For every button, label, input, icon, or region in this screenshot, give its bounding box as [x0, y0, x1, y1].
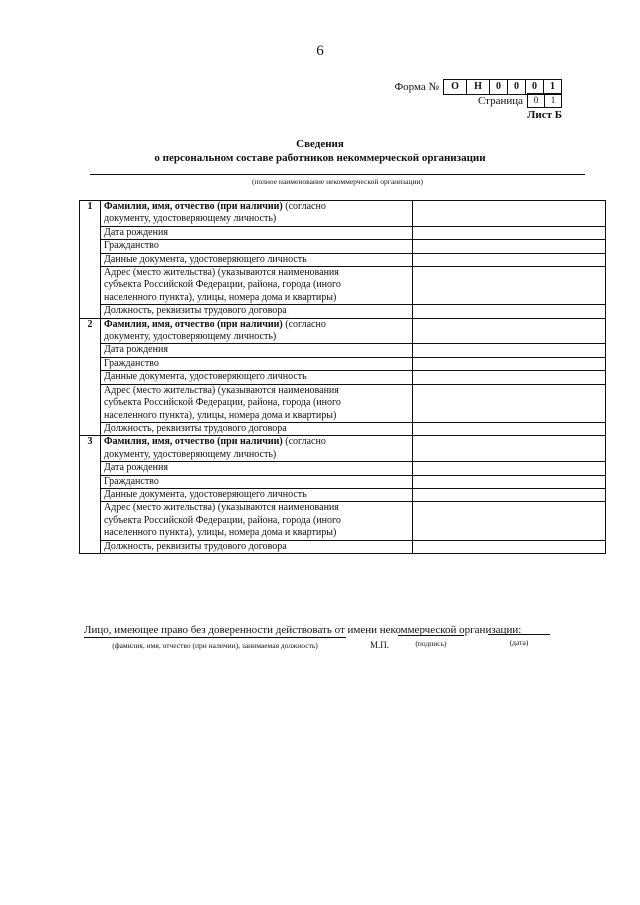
- name-label-rest: (согласно: [285, 318, 326, 330]
- birth-date-label: Дата рождения: [101, 344, 413, 357]
- address-label: [101, 384, 413, 422]
- address-line-1: Адрес (место жительства) (указываются наименования: [104, 502, 339, 514]
- table-row: [80, 540, 606, 553]
- form-code-cell: 0: [526, 79, 544, 95]
- form-label: Форма №: [394, 81, 439, 93]
- position-value[interactable]: [413, 540, 606, 553]
- document-title: [0, 137, 640, 165]
- table-row: [80, 267, 606, 305]
- id-document-label: Данные документа, удостоверяющего личность: [101, 253, 413, 266]
- citizenship-label: Гражданство: [101, 240, 413, 253]
- address-value[interactable]: [413, 502, 606, 540]
- table-row: [80, 502, 606, 540]
- name-label-rest: (согласно: [285, 201, 326, 212]
- position-value[interactable]: [413, 305, 606, 318]
- person-number: 3: [80, 436, 101, 554]
- form-code-cell: О: [444, 79, 467, 95]
- citizenship-value[interactable]: [413, 475, 606, 488]
- position-value[interactable]: [413, 422, 606, 435]
- title-line-1: Сведения: [296, 138, 344, 150]
- position-label: Должность, реквизиты трудового договора: [101, 540, 413, 553]
- name-value[interactable]: [413, 318, 606, 344]
- birth-date-value[interactable]: [413, 344, 606, 357]
- name-label-bold: Фамилия, имя, отчество (при наличии): [104, 318, 283, 330]
- table-row: [80, 422, 606, 435]
- address-value[interactable]: [413, 384, 606, 422]
- person-number: 1: [80, 201, 101, 319]
- address-line-1: Адрес (место жительства) (указываются наименования: [104, 384, 339, 396]
- form-code-cell: 0: [508, 79, 526, 95]
- org-name-caption: (полное наименование некоммерческой организации): [251, 177, 424, 186]
- table-row: [80, 384, 606, 422]
- table-row: [80, 475, 606, 488]
- form-code-cell: Н: [467, 79, 490, 95]
- address-value[interactable]: [413, 267, 606, 305]
- name-label-line2: документу, удостоверяющему личность): [104, 331, 277, 343]
- citizenship-label: Гражданство: [101, 357, 413, 370]
- table-row: [80, 436, 606, 462]
- citizenship-value[interactable]: [413, 240, 606, 253]
- form-code-cell: 1: [544, 79, 562, 95]
- address-line-3: населенного пункта), улицы, номера дома и квартиры): [104, 291, 337, 303]
- name-label-rest: (согласно: [285, 436, 326, 448]
- persons-table: [79, 200, 606, 554]
- page-digits: [527, 93, 562, 108]
- table-row: [80, 226, 606, 239]
- table-row: [80, 253, 606, 266]
- date-caption: (дата): [509, 638, 529, 647]
- signer-name-caption: (фамилия, имя, отчество (при наличии), занимаемая должность): [112, 641, 318, 650]
- table-row: [80, 371, 606, 384]
- citizenship-label: Гражданство: [101, 475, 413, 488]
- id-document-value[interactable]: [413, 371, 606, 384]
- name-label-bold: Фамилия, имя, отчество (при наличии): [104, 201, 283, 212]
- name-label-bold: Фамилия, имя, отчество (при наличии): [104, 436, 283, 448]
- birth-date-label: Дата рождения: [101, 226, 413, 239]
- address-line-1: Адрес (место жительства) (указываются наименования: [104, 267, 339, 279]
- signature-caption: (подпись): [415, 639, 447, 648]
- name-value[interactable]: [413, 201, 606, 227]
- position-label: Должность, реквизиты трудового договора: [101, 305, 413, 318]
- address-line-2: субъекта Российской Федерации, района, города (иного: [104, 397, 341, 409]
- table-row: [80, 305, 606, 318]
- name-label: [101, 436, 413, 462]
- name-label-line2: документу, удостоверяющему личность): [104, 448, 277, 460]
- table-row: [80, 344, 606, 357]
- signer-name-line[interactable]: [84, 637, 346, 638]
- signature-line[interactable]: [398, 635, 464, 636]
- table-row: [80, 462, 606, 475]
- position-label: Должность, реквизиты трудового договора: [101, 422, 413, 435]
- address-line-2: субъекта Российской Федерации, района, города (иного: [104, 279, 341, 291]
- page-digit-cell: 1: [545, 93, 562, 108]
- table-row: [80, 240, 606, 253]
- name-value[interactable]: [413, 436, 606, 462]
- id-document-label: Данные документа, удостоверяющего личность: [101, 488, 413, 501]
- name-label: [101, 318, 413, 344]
- form-code-cell: 0: [490, 79, 508, 95]
- address-label: [101, 267, 413, 305]
- birth-date-value[interactable]: [413, 462, 606, 475]
- table-row: [80, 201, 606, 227]
- page-number: 6: [316, 43, 324, 59]
- id-document-label: Данные документа, удостоверяющего личность: [101, 371, 413, 384]
- title-line-2: о персональном составе работников некоммерческой организации: [154, 152, 486, 164]
- birth-date-value[interactable]: [413, 226, 606, 239]
- page-digit-cell: 0: [528, 93, 545, 108]
- signer-statement: Лицо, имеющее право без доверенности действовать от имени некоммерческой организации:: [84, 624, 522, 636]
- sheet-label: Лист Б: [527, 109, 562, 121]
- address-line-3: населенного пункта), улицы, номера дома и квартиры): [104, 409, 337, 421]
- address-line-3: населенного пункта), улицы, номера дома и квартиры): [104, 527, 337, 539]
- name-label: [101, 201, 413, 227]
- page-label: Страница: [477, 94, 523, 107]
- address-line-2: субъекта Российской Федерации, района, города (иного: [104, 514, 341, 526]
- address-label: [101, 502, 413, 540]
- page-field: [478, 93, 562, 108]
- table-row: [80, 357, 606, 370]
- id-document-value[interactable]: [413, 488, 606, 501]
- table-row: [80, 488, 606, 501]
- name-label-line2: документу, удостоверяющему личность): [104, 213, 277, 225]
- person-number: 2: [80, 318, 101, 436]
- birth-date-label: Дата рождения: [101, 462, 413, 475]
- org-name-line[interactable]: [90, 174, 585, 175]
- citizenship-value[interactable]: [413, 357, 606, 370]
- date-line[interactable]: [488, 634, 550, 635]
- id-document-value[interactable]: [413, 253, 606, 266]
- stamp-label: М.П.: [370, 640, 390, 650]
- table-row: [80, 318, 606, 344]
